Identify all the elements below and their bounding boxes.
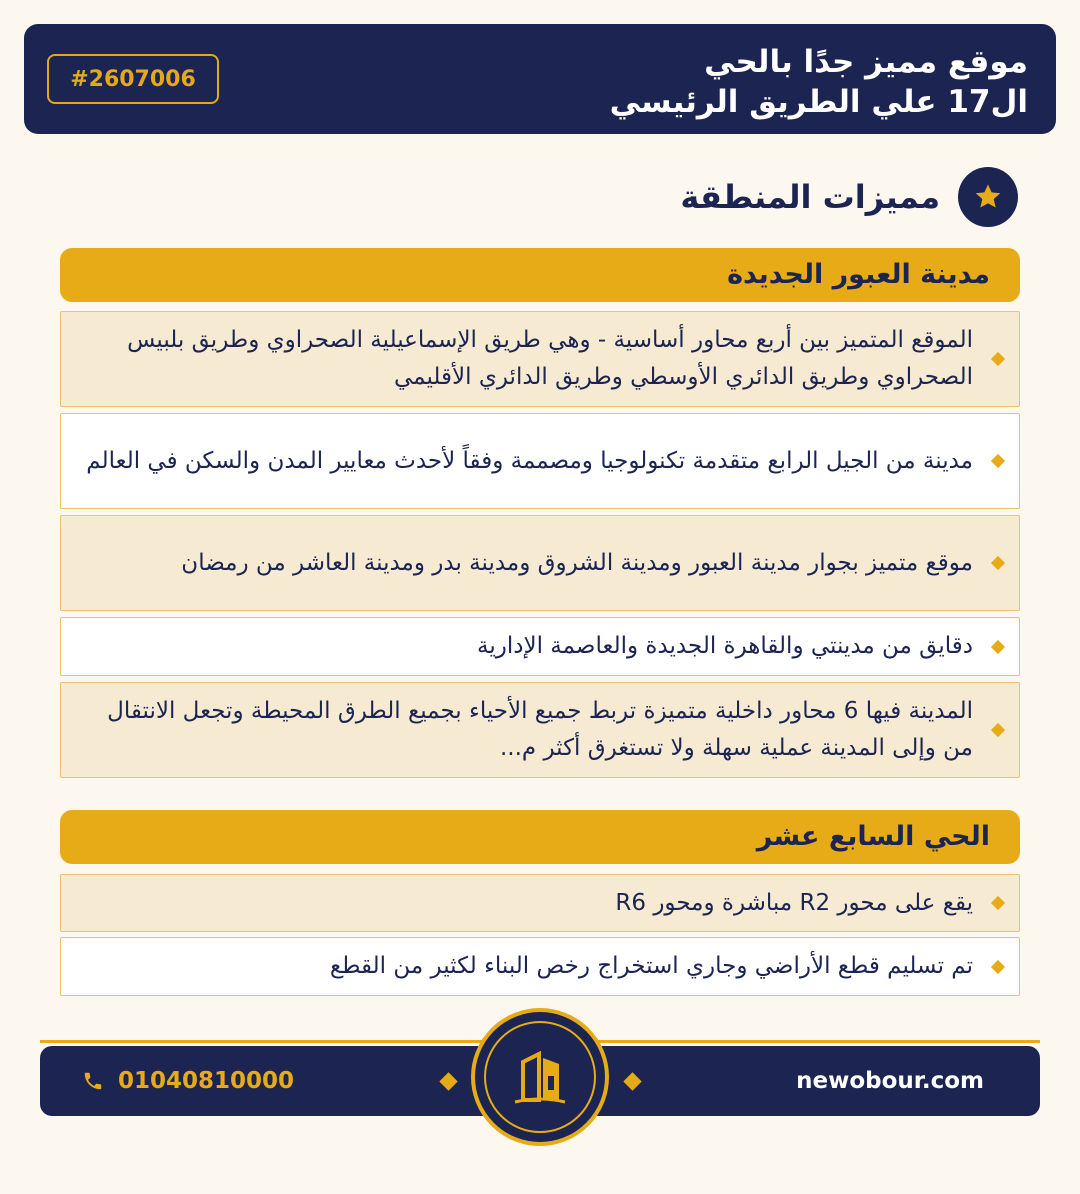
star-icon: [958, 167, 1018, 227]
list-item-text: المدينة فيها 6 محاور داخلية متميزة تربط جميع الأحياء بجميع الطرق المحيطة وتجعل الانتقال من وإلى المدينة عملية سهلة ولا تستغرق أكثر م...: [107, 698, 973, 761]
group-title-obour: مدينة العبور الجديدة: [60, 248, 1020, 302]
section-title: مميزات المنطقة: [680, 178, 940, 216]
diamond-ornament-icon: [439, 1072, 457, 1090]
list-item-text: يقع على محور R2 مباشرة ومحور R6: [615, 889, 973, 916]
phone-contact[interactable]: [82, 1046, 294, 1116]
website-link[interactable]: newobour.com: [796, 1068, 984, 1094]
group-title-district-17: الحي السابع عشر: [60, 810, 1020, 864]
list-item: [60, 413, 1020, 509]
diamond-bullet-icon: [991, 454, 1005, 468]
list-item-text: الموقع المتميز بين أربع محاور أساسية - وهي طريق الإسماعيلية الصحراوي وطريق بلبيس الصحراوي وطريق الدائري الأوسطي وطريق الدائري الأقليمي: [127, 327, 973, 390]
diamond-bullet-icon: [991, 959, 1005, 973]
diamond-bullet-icon: [991, 723, 1005, 737]
section-heading: [680, 167, 1018, 227]
list-item: [60, 682, 1020, 778]
list-item: [60, 874, 1020, 932]
list-item-text: موقع متميز بجوار مدينة العبور ومدينة الشروق ومدينة بدر ومدينة العاشر من رمضان: [181, 549, 973, 576]
diamond-bullet-icon: [991, 352, 1005, 366]
diamond-bullet-icon: [991, 896, 1005, 910]
list-item: [60, 515, 1020, 611]
list-item: [60, 311, 1020, 407]
page-title: [328, 42, 1028, 122]
list-item-text: مدينة من الجيل الرابع متقدمة تكنولوجيا ومصممة وفقاً لأحدث معايير المدن والسكن في العالم: [86, 447, 973, 474]
list-item-text: دقايق من مدينتي والقاهرة الجديدة والعاصمة الإدارية: [477, 633, 973, 659]
list-item: [60, 937, 1020, 996]
reference-badge: #2607006: [47, 54, 219, 104]
phone-number: 01040810000: [118, 1068, 295, 1094]
phone-icon: [82, 1070, 104, 1092]
list-item: [60, 617, 1020, 676]
building-logo-icon: [471, 1008, 609, 1146]
diamond-bullet-icon: [991, 556, 1005, 570]
header-banner: [24, 24, 1056, 134]
diamond-ornament-icon: [623, 1072, 641, 1090]
diamond-bullet-icon: [991, 639, 1005, 653]
list-item-text: تم تسليم قطع الأراضي وجاري استخراج رخص البناء لكثير من القطع: [329, 953, 973, 979]
title-line-2: ال17 علي الطريق الرئيسي: [609, 84, 1028, 120]
title-line-1: موقع مميز جدًا بالحي: [704, 44, 1028, 80]
